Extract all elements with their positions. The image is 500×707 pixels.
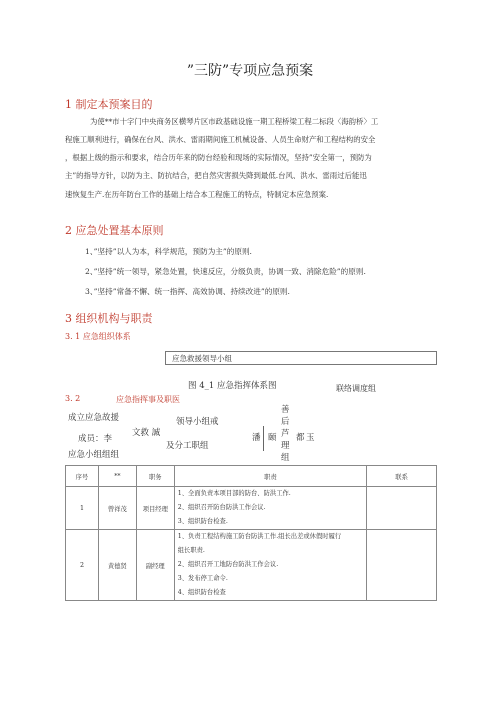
cell-role: 项目经理 bbox=[136, 487, 174, 530]
cell-contact bbox=[367, 487, 437, 530]
figure-caption: 图 4_1 应急指挥体系图 bbox=[188, 381, 277, 391]
cell-role: 副经理 bbox=[136, 530, 174, 601]
duty-table bbox=[65, 465, 437, 601]
org-text-fragment: 潘 bbox=[252, 433, 261, 443]
org-text-fragment: 文救 誠 bbox=[132, 428, 161, 438]
cell-name: 黄德贤 bbox=[98, 530, 136, 601]
cell-duties bbox=[174, 530, 366, 601]
cell-no: 1 bbox=[66, 487, 99, 530]
principle-3: 3、”坚持”常备不懈、统一指挥、高效协调、持续改进”的原则. bbox=[85, 287, 290, 296]
section-2-heading: 2 应急处置基本原则 bbox=[65, 224, 164, 237]
org-text-fragment: 组 bbox=[281, 453, 290, 463]
cell-no: 2 bbox=[66, 530, 99, 601]
duty-line: 组长职责. bbox=[177, 547, 205, 554]
section-1-heading: 1 制定本预案目的 bbox=[65, 98, 153, 111]
col-header-no: 序号 bbox=[66, 466, 99, 487]
table-header-row bbox=[66, 466, 437, 487]
section-1-line-4: 主”的指导方针，以防为主、防抗结合，把自然灾害损失降到最低.台风、洪水、雷雨过后能迅 bbox=[65, 171, 367, 180]
cell-name: 曾祥茂 bbox=[98, 487, 136, 530]
section-3-1-heading: 3. 1 应急组织体系 bbox=[65, 332, 131, 341]
table-row bbox=[66, 487, 437, 530]
col-header-name: ** bbox=[98, 466, 136, 487]
duty-line: 1、全面负责本项目部的防台、防洪工作. bbox=[177, 490, 291, 497]
section-3-2-number: 3. 2 bbox=[65, 394, 81, 403]
org-text-fragment: 应急小组组组 bbox=[68, 450, 120, 460]
section-1-line-2: 程施工顺利进行，确保在台风、洪水、雷雨期间施工机械设备、人员生命财产和工程结构的安全 bbox=[65, 135, 376, 144]
org-text-fragment: 成员：李 bbox=[78, 434, 113, 444]
col-header-role: 职务 bbox=[136, 466, 174, 487]
duty-line: 2、组织召开工地防台防洪工作会议. bbox=[177, 561, 279, 568]
section-3-2-heading: 应急指挥事及职医 bbox=[116, 395, 180, 404]
duty-line: 3、发布停工命令. bbox=[177, 575, 228, 582]
duty-line: 2、组织召开防台防洪工作会议. bbox=[177, 504, 266, 511]
section-1-line-3: ，根据上级的指示和要求，结合历年来的防台经验和现场的实际情况，坚持”安全第一，预防为 bbox=[65, 153, 372, 162]
cell-duties bbox=[174, 487, 366, 530]
org-text-fragment: 芦 bbox=[281, 429, 290, 439]
section-1-line-1: 为使**市十字门中央商务区横琴片区市政基础设施一期工程桥梁工程二标段〈海韵桥〉工 bbox=[90, 117, 379, 126]
liaison-group-label: 联络调度组 bbox=[336, 384, 376, 393]
cell-contact bbox=[367, 530, 437, 601]
org-text-fragment: 后 bbox=[281, 417, 290, 427]
org-chart-line bbox=[263, 426, 264, 451]
leadership-group-box: 应急救援领导小组 bbox=[165, 351, 437, 365]
duty-line: 4、组织防台检查 bbox=[177, 589, 226, 596]
table-row bbox=[66, 530, 437, 601]
duty-line: 1、负责工程结构施工防台防洪工作.组长出差或休假时履行 bbox=[177, 533, 342, 540]
org-text-fragment: 理 bbox=[281, 441, 290, 451]
org-text-fragment: 善 bbox=[281, 405, 290, 415]
org-text-fragment: 成立应急故援 bbox=[68, 413, 120, 423]
page-title: ”三防”专项应急预案 bbox=[186, 63, 314, 79]
section-1-line-5: 速恢复生产.在历年防台工作的基础上结合本工程施工的特点，特制定本应急预案. bbox=[65, 190, 329, 199]
col-header-duties: 职责 bbox=[174, 466, 366, 487]
org-text-fragment: 领导小组戒 bbox=[176, 417, 219, 427]
col-header-contact: 联系 bbox=[367, 466, 437, 487]
org-text-fragment: 颐 bbox=[268, 433, 277, 443]
org-text-fragment: 玉 bbox=[306, 433, 315, 443]
org-text-fragment: 都 bbox=[296, 433, 305, 443]
principle-2: 2、”坚持”统一领导，紧急处置，快速反应，分级负责，协调一致、消除危险”的原则. bbox=[85, 267, 366, 276]
duty-line: 3、组织防台检查. bbox=[177, 518, 228, 525]
principle-1: 1、”坚持”以人为本，科学规范，预防为主”的原则. bbox=[85, 247, 252, 256]
org-text-fragment: 及分工职组 bbox=[166, 441, 209, 451]
section-3-heading: 3 组织机构与职责 bbox=[65, 312, 153, 325]
